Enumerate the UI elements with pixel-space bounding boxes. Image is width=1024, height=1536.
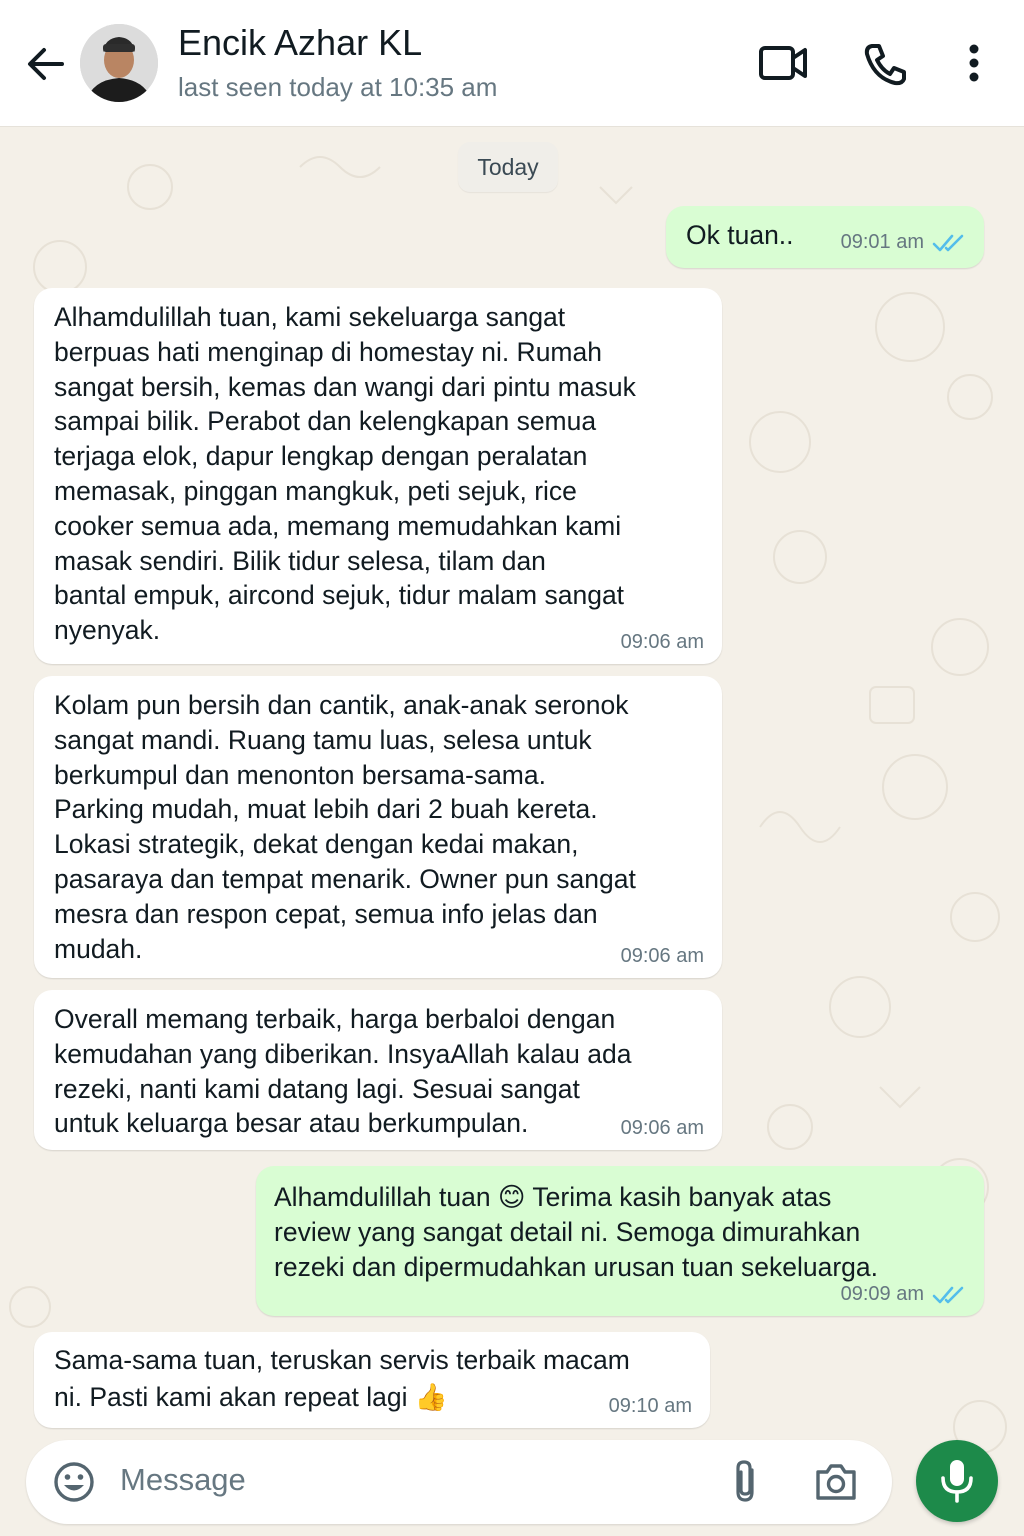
- contact-avatar[interactable]: [80, 24, 158, 102]
- message-text: Overall memang terbaik, harga berbaloi dengan kemudahan yang diberikan. InsyaAllah kalau ada rezeki, nanti kami datang lagi. Sesuai sangat untuk keluarga besar atau berkumpulan.: [54, 1004, 632, 1139]
- message-text: Sama-sama tuan, teruskan servis terbaik macam ni. Pasti kami akan repeat lagi 👍: [54, 1345, 630, 1412]
- message-text: Alhamdulillah tuan 😊 Terima kasih banyak atas review yang sangat detail ni. Semoga dimurahkan rezeki dan dipermudahkan urusan tuan sekeluarga.: [274, 1182, 879, 1282]
- message-time: 09:01 am: [840, 231, 924, 253]
- contact-photo-icon: [80, 24, 158, 102]
- message-input-placeholder[interactable]: Message: [120, 1462, 246, 1497]
- message-time: 09:09 am: [840, 1283, 924, 1305]
- back-arrow-icon[interactable]: [24, 40, 68, 88]
- message-time: 09:10 am: [608, 1395, 692, 1417]
- message-time: 09:06 am: [620, 631, 704, 653]
- message-bubble-incoming[interactable]: [34, 288, 722, 664]
- video-call-icon[interactable]: [758, 44, 808, 84]
- message-bubble-incoming[interactable]: [34, 676, 722, 978]
- message-bubble-incoming[interactable]: [34, 990, 722, 1150]
- message-bubble-outgoing[interactable]: [256, 1166, 984, 1316]
- message-bubble-outgoing[interactable]: [666, 206, 984, 268]
- message-composer[interactable]: [26, 1440, 892, 1524]
- message-bubble-incoming[interactable]: [34, 1332, 710, 1428]
- contact-name[interactable]: Encik Azhar KL: [178, 22, 423, 63]
- voice-message-button[interactable]: [916, 1440, 998, 1522]
- message-meta: [621, 631, 704, 654]
- emoji-icon[interactable]: [52, 1460, 96, 1504]
- more-options-icon[interactable]: [964, 44, 984, 84]
- mic-icon: [938, 1458, 976, 1504]
- voice-call-icon[interactable]: [862, 42, 908, 86]
- message-text: Alhamdulillah tuan, kami sekeluarga sangat berpuas hati menginap di homestay ni. Rumah sangat bersih, kemas dan wangi dari pintu masuk sampai bilik. Perabot dan kelengkapan semua terjaga elok, dapur lengkap dengan peralatan memasak, pinggan mangkuk, peti sejuk, rice cooker semua ada, memang memudahkan kami masak sendiri. Bilik tidur selesa, tilam dan bantal empuk, aircond sejuk, tidur malam sangat nyenyak.: [54, 302, 636, 646]
- read-ticks-icon: [932, 1285, 966, 1305]
- chat-header: [0, 0, 1024, 127]
- message-text: Kolam pun bersih dan cantik, anak-anak seronok sangat mandi. Ruang tamu luas, selesa untuk berkumpul dan menonton bersama-sama. Parking mudah, muat lebih dari 2 buah kereta. Lokasi strategik, dekat dengan kedai makan, pasaraya dan tempat menarik. Owner pun sangat mesra dan respon cepat, semua info jelas dan mudah.: [54, 690, 636, 964]
- date-separator: Today: [458, 142, 558, 192]
- message-meta: [621, 945, 704, 968]
- read-ticks-icon: [932, 233, 966, 253]
- attach-icon[interactable]: [730, 1458, 762, 1506]
- message-meta: [609, 1395, 692, 1418]
- message-time: 09:06 am: [620, 1117, 704, 1139]
- message-meta: [841, 231, 966, 254]
- message-text: Ok tuan..: [686, 220, 794, 250]
- camera-icon[interactable]: [814, 1462, 858, 1502]
- message-meta: [621, 1117, 704, 1140]
- message-meta: [841, 1283, 966, 1306]
- last-seen-status: last seen today at 10:35 am: [178, 72, 498, 102]
- message-time: 09:06 am: [620, 945, 704, 967]
